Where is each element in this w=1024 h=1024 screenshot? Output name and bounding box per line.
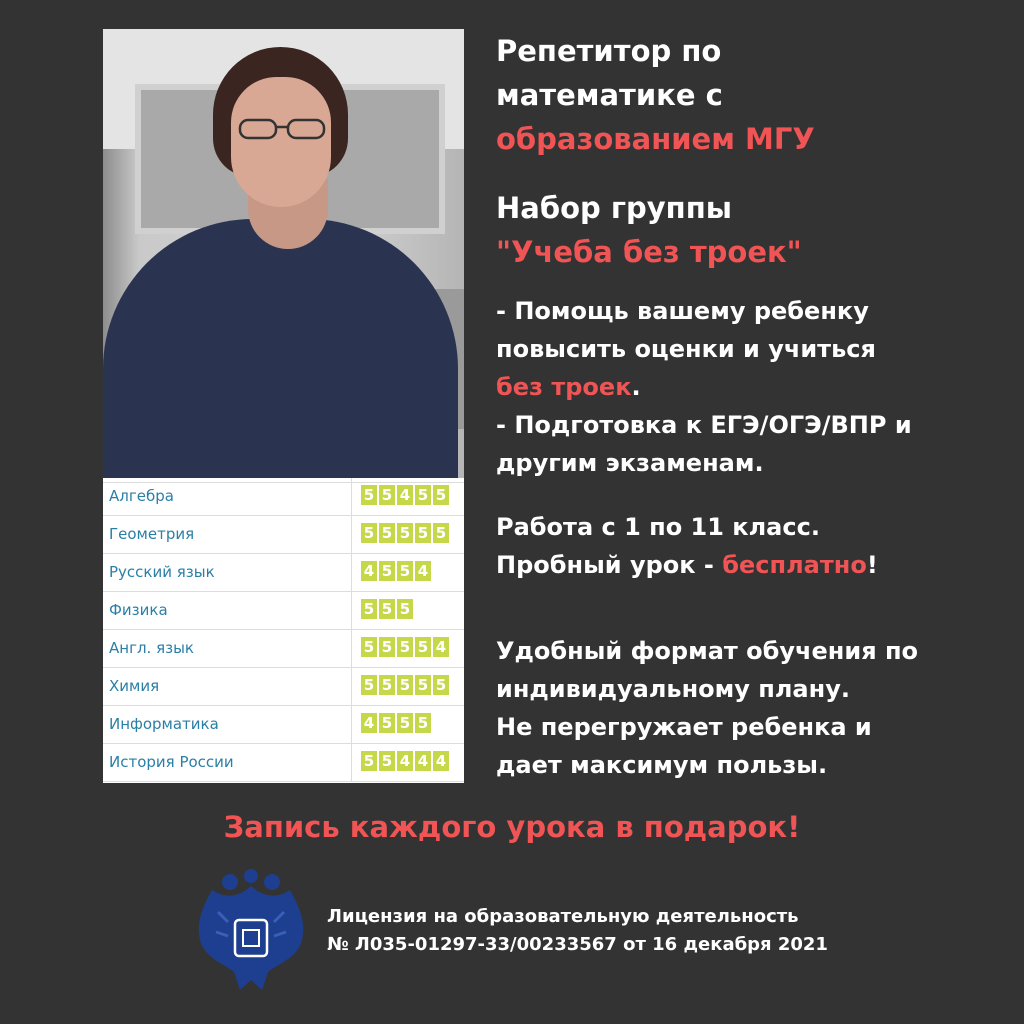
coat-of-arms-emblem bbox=[188, 868, 314, 998]
grade-mark: 5 bbox=[415, 485, 431, 505]
grade-mark: 5 bbox=[361, 485, 377, 505]
group-line: Набор группы bbox=[496, 191, 732, 225]
subject-name: Англ. язык bbox=[109, 639, 194, 657]
classes-line: Работа с 1 по 11 класс. bbox=[496, 513, 820, 541]
format-line: Не перегружает ребенка и bbox=[496, 713, 872, 741]
format-line: Удобный формат обучения по bbox=[496, 637, 919, 665]
grade-row bbox=[103, 668, 464, 706]
classes-info bbox=[496, 508, 878, 584]
benefit-line bbox=[496, 368, 912, 406]
grade-mark: 5 bbox=[379, 561, 395, 581]
benefit-line: повысить оценки и учиться bbox=[496, 335, 876, 363]
marks-group bbox=[361, 561, 431, 581]
license-title: Лицензия на образовательную деятельность bbox=[327, 906, 799, 927]
grade-mark: 5 bbox=[379, 523, 395, 543]
headline-line: Репетитор по bbox=[496, 34, 722, 68]
grade-mark: 5 bbox=[379, 599, 395, 619]
grade-mark: 4 bbox=[433, 751, 449, 771]
grade-mark: 5 bbox=[433, 485, 449, 505]
headline-highlight: образованием МГУ bbox=[496, 122, 815, 156]
marks-group bbox=[361, 523, 449, 543]
grade-mark: 4 bbox=[361, 561, 377, 581]
grades-table bbox=[103, 478, 464, 783]
benefit-highlight: без троек bbox=[496, 373, 632, 401]
marks-group bbox=[361, 675, 449, 695]
benefit-line: другим экзаменам. bbox=[496, 449, 764, 477]
benefits-list bbox=[496, 292, 912, 482]
license-number: № Л035-01297-33/00233567 от 16 декабря 2021 bbox=[327, 934, 828, 955]
marks-group bbox=[361, 485, 449, 505]
grade-mark: 5 bbox=[397, 599, 413, 619]
tutor-photo bbox=[103, 29, 464, 478]
benefit-line: - Подготовка к ЕГЭ/ОГЭ/ВПР и bbox=[496, 411, 912, 439]
marks-group bbox=[361, 637, 449, 657]
subject-name: Химия bbox=[109, 677, 160, 695]
marks-group bbox=[361, 599, 413, 619]
grade-mark: 4 bbox=[361, 713, 377, 733]
benefit-line: - Помощь вашему ребенку bbox=[496, 297, 869, 325]
grade-mark: 5 bbox=[379, 713, 395, 733]
recording-gift-cta: Запись каждого урока в подарок! bbox=[223, 810, 801, 844]
subject-name: Алгебра bbox=[109, 487, 174, 505]
photo-glasses bbox=[236, 117, 328, 141]
grade-mark: 5 bbox=[433, 675, 449, 695]
format-line: индивидуальному плану. bbox=[496, 675, 850, 703]
grade-mark: 5 bbox=[415, 675, 431, 695]
grade-mark: 5 bbox=[361, 523, 377, 543]
grade-row bbox=[103, 630, 464, 668]
grade-mark: 4 bbox=[397, 485, 413, 505]
column-divider bbox=[351, 516, 352, 554]
marks-group bbox=[361, 713, 431, 733]
subject-name: История России bbox=[109, 753, 234, 771]
grade-mark: 4 bbox=[415, 561, 431, 581]
column-divider bbox=[351, 668, 352, 706]
subject-name: Информатика bbox=[109, 715, 219, 733]
grade-mark: 5 bbox=[361, 599, 377, 619]
grade-row bbox=[103, 744, 464, 782]
grade-mark: 5 bbox=[379, 485, 395, 505]
grade-row bbox=[103, 706, 464, 744]
trial-tail: ! bbox=[866, 551, 878, 579]
benefit-tail: . bbox=[631, 373, 641, 401]
group-name: "Учеба без троек" bbox=[496, 235, 802, 269]
grade-mark: 5 bbox=[415, 637, 431, 657]
grade-mark: 5 bbox=[415, 523, 431, 543]
grade-mark: 5 bbox=[379, 751, 395, 771]
trial-head: Пробный урок - bbox=[496, 551, 723, 579]
grade-row bbox=[103, 554, 464, 592]
column-divider bbox=[351, 554, 352, 592]
grade-mark: 5 bbox=[379, 637, 395, 657]
grade-mark: 4 bbox=[415, 751, 431, 771]
column-divider bbox=[351, 478, 352, 516]
headline bbox=[496, 29, 815, 161]
subject-name: Русский язык bbox=[109, 563, 215, 581]
grade-mark: 4 bbox=[433, 637, 449, 657]
grade-row bbox=[103, 592, 464, 630]
grade-mark: 5 bbox=[415, 713, 431, 733]
trial-free: бесплатно bbox=[722, 551, 867, 579]
photo-face bbox=[231, 77, 331, 207]
grade-mark: 5 bbox=[397, 561, 413, 581]
grade-mark: 5 bbox=[361, 675, 377, 695]
headline-line: математике с bbox=[496, 78, 723, 112]
grade-mark: 5 bbox=[397, 637, 413, 657]
subject-name: Геометрия bbox=[109, 525, 195, 543]
marks-group bbox=[361, 751, 449, 771]
grade-mark: 5 bbox=[397, 675, 413, 695]
column-divider bbox=[351, 630, 352, 668]
column-divider bbox=[351, 592, 352, 630]
grade-mark: 5 bbox=[397, 713, 413, 733]
column-divider bbox=[351, 744, 352, 782]
column-divider bbox=[351, 706, 352, 744]
subject-name: Физика bbox=[109, 601, 168, 619]
grade-mark: 5 bbox=[397, 523, 413, 543]
format-info bbox=[496, 632, 918, 784]
trial-line bbox=[496, 546, 878, 584]
photo-dress bbox=[103, 219, 458, 478]
format-line: дает максимум пользы. bbox=[496, 751, 828, 779]
group-title bbox=[496, 186, 802, 274]
grade-row bbox=[103, 516, 464, 554]
grade-mark: 4 bbox=[397, 751, 413, 771]
grade-mark: 5 bbox=[379, 675, 395, 695]
grade-mark: 5 bbox=[361, 637, 377, 657]
grade-mark: 5 bbox=[433, 523, 449, 543]
grade-mark: 5 bbox=[361, 751, 377, 771]
grade-row bbox=[103, 478, 464, 516]
